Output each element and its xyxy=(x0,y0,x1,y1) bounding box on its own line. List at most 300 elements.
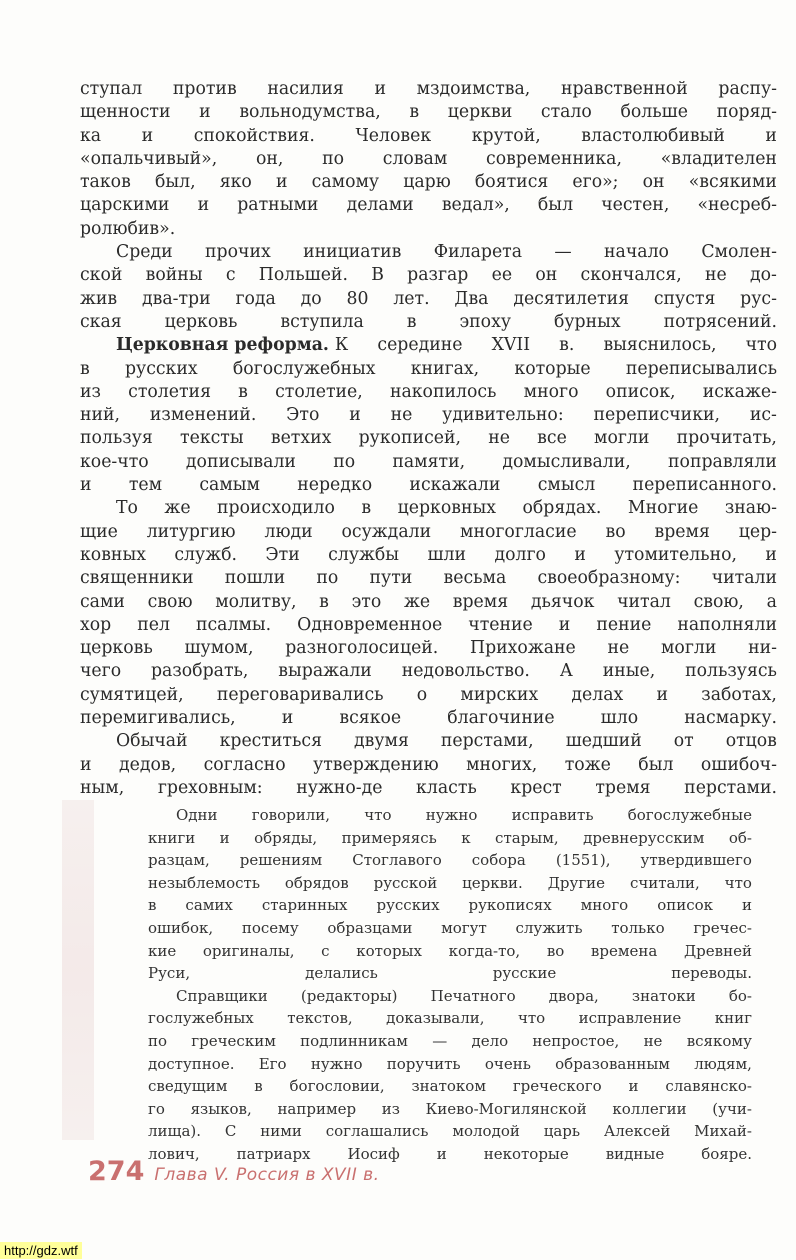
word: XVII xyxy=(491,335,531,356)
word: креститься xyxy=(219,731,322,752)
word: (учи- xyxy=(712,1099,752,1118)
word: отцов xyxy=(725,731,777,752)
word: разгар xyxy=(407,265,469,286)
word: литургию xyxy=(146,521,236,542)
word: тоже xyxy=(564,754,611,775)
text-line xyxy=(80,404,777,427)
line-text xyxy=(80,451,777,474)
section-heading: Церковная реформа. xyxy=(116,335,329,356)
word: ведал», xyxy=(441,195,510,216)
word: по xyxy=(148,1031,168,1050)
line-text xyxy=(80,521,777,544)
word: пел xyxy=(137,614,170,635)
word: разобрать, xyxy=(150,661,249,682)
word: в xyxy=(409,102,420,123)
word: разцам, xyxy=(148,851,210,870)
word: дело xyxy=(471,1031,509,1050)
word: войны xyxy=(145,265,203,286)
text-line xyxy=(148,1053,752,1076)
word: знаю- xyxy=(724,498,777,519)
text-line xyxy=(148,940,752,963)
line-text xyxy=(80,148,777,171)
line-text xyxy=(80,544,777,567)
word: оригиналы, xyxy=(202,941,295,960)
line-text: перемигивались, и всякое благочиние шло насмарку. xyxy=(80,708,777,729)
word: шедший xyxy=(565,731,642,752)
word: он xyxy=(642,172,665,193)
small-print-excerpt xyxy=(148,804,752,1166)
word: времена xyxy=(590,941,658,960)
text-line xyxy=(80,754,777,777)
word: греческим xyxy=(191,1031,276,1050)
word: начало xyxy=(604,242,669,263)
word: Печатного xyxy=(430,986,516,1005)
word: образованным xyxy=(555,1054,670,1073)
line-text xyxy=(116,497,777,520)
word: С xyxy=(224,1122,237,1141)
word: могли xyxy=(594,428,650,449)
word: знатоком xyxy=(411,1077,486,1096)
word: утвердившего xyxy=(640,851,752,870)
word: нужно xyxy=(425,806,478,824)
word: ними xyxy=(260,1122,302,1141)
word: сведущим xyxy=(148,1077,228,1096)
word: рукописях xyxy=(468,896,552,915)
text-line xyxy=(80,777,777,800)
word: и xyxy=(275,172,288,193)
text-line xyxy=(80,614,777,637)
line-text xyxy=(80,660,777,683)
word: не xyxy=(488,428,510,449)
word: людям, xyxy=(694,1054,752,1073)
word: «опальчивый», xyxy=(80,148,218,169)
line-text xyxy=(80,194,777,217)
word: Киево-Могилянской xyxy=(425,1099,587,1118)
word: служб. xyxy=(174,544,237,565)
word: описок, xyxy=(605,381,676,402)
word: ее xyxy=(491,265,513,286)
word: 80 xyxy=(346,288,369,309)
word: выяснилось, xyxy=(603,335,717,356)
word: Человек xyxy=(355,125,432,146)
text-line xyxy=(148,962,752,985)
word: двора, xyxy=(548,986,599,1005)
page-footer xyxy=(88,1156,380,1187)
word: своеобразному: xyxy=(537,568,681,589)
word: решениям xyxy=(239,851,323,870)
line-text xyxy=(148,827,752,850)
word: «владителен xyxy=(660,148,777,169)
word: самому xyxy=(311,172,380,193)
line-text xyxy=(80,591,777,614)
word: прочитать, xyxy=(676,428,777,449)
text-line xyxy=(148,1120,752,1143)
word: гречес- xyxy=(693,918,752,937)
word: и xyxy=(374,79,386,99)
text-line xyxy=(148,917,752,940)
word: и xyxy=(628,1077,639,1096)
line-text: и тем самым нередко искажали смысл переписанного. xyxy=(80,475,777,496)
word: пользуясь xyxy=(685,661,777,682)
text-line xyxy=(80,521,777,544)
word: он xyxy=(535,265,558,286)
word: Смолен- xyxy=(701,242,777,263)
text-line xyxy=(148,894,752,917)
word: книг xyxy=(714,1009,752,1028)
text-line xyxy=(80,730,777,753)
word: с xyxy=(321,941,330,960)
word: таков xyxy=(80,172,131,193)
text-line xyxy=(80,660,777,683)
word: старым, xyxy=(495,828,559,847)
word: в xyxy=(80,358,90,379)
word: в xyxy=(319,591,329,612)
word: посему xyxy=(241,918,299,937)
text-line xyxy=(80,474,777,497)
word: коллегии xyxy=(612,1099,687,1118)
word: пошли xyxy=(224,568,286,589)
text-line xyxy=(148,804,752,827)
text-line xyxy=(80,427,777,450)
word: описок xyxy=(657,896,714,915)
word: прочих xyxy=(205,242,271,263)
word: То xyxy=(116,498,138,519)
word: шумом, xyxy=(184,638,254,659)
line-text xyxy=(148,1030,752,1053)
word: его»; xyxy=(572,172,619,193)
word: поручить xyxy=(386,1054,461,1073)
word: ковных xyxy=(80,544,146,565)
word: это xyxy=(351,591,382,612)
word: утомительно, xyxy=(614,544,737,565)
text-line xyxy=(148,827,752,850)
word: многих, xyxy=(466,754,538,775)
word: Его xyxy=(258,1054,287,1073)
word: доказывали, xyxy=(386,1009,485,1028)
word: очень xyxy=(484,1054,531,1073)
word: обряды, xyxy=(254,828,318,847)
word: переговаривались xyxy=(216,684,384,705)
word: время xyxy=(452,591,509,612)
word: священники xyxy=(80,568,194,589)
word: царскими xyxy=(80,195,170,216)
word: стало xyxy=(540,102,592,123)
text-line xyxy=(80,171,777,194)
word: пути xyxy=(369,568,413,589)
word: насилия xyxy=(267,79,344,99)
line-text xyxy=(80,381,777,404)
word: поправляли xyxy=(668,451,777,472)
word: был xyxy=(537,195,574,216)
word: скончался, xyxy=(580,265,682,286)
word: (редакторы) xyxy=(300,986,398,1005)
text-line xyxy=(80,241,777,264)
line-text: ская церковь вступила в эпоху бурных потрясений. xyxy=(80,311,777,332)
word: и xyxy=(141,125,154,146)
word: был, xyxy=(154,172,196,193)
word: лища). xyxy=(148,1122,202,1141)
word: нравственной xyxy=(560,79,688,99)
text-line xyxy=(80,148,777,171)
word: Алексей xyxy=(603,1122,671,1141)
word: А xyxy=(559,661,573,682)
text-line xyxy=(80,334,777,357)
word: не xyxy=(643,1031,663,1050)
word: русских xyxy=(376,896,440,915)
word: щие xyxy=(80,521,118,542)
word: старинных xyxy=(261,896,348,915)
word: — xyxy=(432,1031,448,1050)
word: дедов, xyxy=(118,754,177,775)
word: делах xyxy=(571,684,624,705)
word: и xyxy=(656,684,669,705)
word: свою, xyxy=(693,591,744,612)
word: Другие xyxy=(547,873,606,892)
word: когда-то, xyxy=(448,941,521,960)
word: тексты xyxy=(180,428,244,449)
word: спокойствия. xyxy=(193,125,315,146)
word: читали xyxy=(711,568,777,589)
line-text xyxy=(148,1120,752,1143)
word: в. xyxy=(559,335,575,356)
word: был xyxy=(638,754,674,775)
word: — xyxy=(554,242,572,263)
text-line xyxy=(80,288,777,311)
line-text xyxy=(116,730,777,753)
word: выражали xyxy=(278,661,372,682)
word: молитву, xyxy=(215,591,297,612)
word: царю xyxy=(403,172,451,193)
line-text xyxy=(148,894,752,917)
word: боятися xyxy=(474,172,549,193)
word: в xyxy=(148,896,157,915)
word: Филарета xyxy=(433,242,523,263)
word: от xyxy=(673,731,694,752)
word: русских xyxy=(124,358,198,379)
word: рукописей, xyxy=(358,428,461,449)
word: образцами xyxy=(327,918,413,937)
word: и xyxy=(742,896,752,915)
word: непростое, xyxy=(532,1031,620,1050)
word: десятилетия xyxy=(513,288,630,309)
word: ступал xyxy=(80,79,143,99)
line-text xyxy=(80,78,777,101)
line-text xyxy=(80,125,777,148)
word: осуждали xyxy=(341,521,432,542)
word: обрядах. xyxy=(522,498,602,519)
text-line xyxy=(80,567,777,590)
word: все xyxy=(537,428,567,449)
word: знатоки xyxy=(631,986,696,1005)
word: весьма xyxy=(443,568,507,589)
word: читал xyxy=(617,591,671,612)
word: Древней xyxy=(683,941,752,960)
word: самих xyxy=(185,896,233,915)
word: гослужебных xyxy=(148,1009,254,1028)
line-text xyxy=(80,684,777,707)
margin-decoration xyxy=(62,800,94,1140)
line-text xyxy=(80,637,777,660)
line-text xyxy=(148,872,752,895)
main-text xyxy=(80,78,777,800)
word: сумятицей, xyxy=(80,684,184,705)
word: домысливали, xyxy=(502,451,631,472)
word: говорили, xyxy=(251,806,331,824)
word: середине xyxy=(377,335,463,356)
word: что xyxy=(364,806,392,824)
word: же xyxy=(403,591,431,612)
word: греческого xyxy=(512,1077,602,1096)
word: ратными xyxy=(237,195,319,216)
word: многогласие xyxy=(460,521,577,542)
word: из xyxy=(80,381,101,402)
word: переписчики, xyxy=(593,405,721,426)
word: Два xyxy=(454,288,489,309)
word: богословии, xyxy=(289,1077,385,1096)
word: лет. xyxy=(393,288,430,309)
word: поряд- xyxy=(716,102,777,123)
line-text xyxy=(80,264,777,287)
word: обрядов xyxy=(284,873,349,892)
word: перстами, xyxy=(440,731,534,752)
word: книгах, xyxy=(410,358,480,379)
word: которые xyxy=(514,358,591,379)
word: цер- xyxy=(738,521,777,542)
line-text xyxy=(80,754,777,777)
line-text xyxy=(148,1007,752,1030)
word: ветхих xyxy=(270,428,332,449)
word: щенности xyxy=(80,102,171,123)
word: собора xyxy=(471,851,526,870)
word: церкви. xyxy=(462,873,523,892)
word: не xyxy=(390,405,413,426)
word: два-три xyxy=(141,288,211,309)
word: церковных xyxy=(397,498,496,519)
word: примеряясь xyxy=(341,828,437,847)
word: против xyxy=(172,79,237,99)
word: незыблемость xyxy=(148,873,260,892)
word: молодой xyxy=(452,1122,520,1141)
text-line xyxy=(148,1030,752,1053)
word: что xyxy=(724,873,752,892)
line-text xyxy=(116,241,777,264)
word: жив xyxy=(80,288,118,309)
word: соглашались xyxy=(325,1122,429,1141)
word: могут xyxy=(441,918,487,937)
word: «всякими xyxy=(688,172,777,193)
word: до- xyxy=(749,265,777,286)
word: Многие xyxy=(627,498,699,519)
text-line xyxy=(148,1098,752,1121)
word: Михай- xyxy=(694,1122,752,1141)
line-text xyxy=(80,101,777,124)
line-text xyxy=(148,1098,752,1121)
word: Среди xyxy=(116,242,173,263)
word: властолюбивый xyxy=(581,125,725,146)
word: в xyxy=(361,498,372,519)
word: и xyxy=(765,544,777,565)
word: службы xyxy=(328,544,400,565)
word: которых xyxy=(356,941,422,960)
line-text xyxy=(80,288,777,311)
word: в xyxy=(238,381,248,402)
word: ний, xyxy=(80,405,121,426)
word: церкви xyxy=(447,102,513,123)
word: кие xyxy=(148,941,177,960)
text-line xyxy=(80,101,777,124)
word: Это xyxy=(286,405,320,426)
word: В xyxy=(371,265,384,286)
text-line xyxy=(80,381,777,404)
word: современника, xyxy=(486,148,622,169)
word: богослужебные xyxy=(627,806,752,824)
word: древнерусским xyxy=(583,828,705,847)
word: и xyxy=(199,102,211,123)
word: ис- xyxy=(749,405,777,426)
word: языков, xyxy=(190,1099,252,1118)
word: ни- xyxy=(748,638,777,659)
word: ошибоч- xyxy=(700,754,777,775)
word: согласно xyxy=(203,754,286,775)
word: подлинникам xyxy=(300,1031,408,1050)
word: ошибок, xyxy=(148,918,214,937)
word: из xyxy=(381,1099,400,1118)
line-text xyxy=(148,849,752,872)
word: иные, xyxy=(602,661,656,682)
text-line xyxy=(80,194,777,217)
word: пользуя xyxy=(80,428,153,449)
word: что xyxy=(517,1009,546,1028)
text-line xyxy=(80,707,777,730)
text-line xyxy=(80,497,777,520)
word: текстов, xyxy=(287,1009,353,1028)
word: столетия xyxy=(128,381,211,402)
line-text xyxy=(176,804,752,827)
line-text xyxy=(80,427,777,450)
word: делами xyxy=(346,195,414,216)
word: и xyxy=(574,544,586,565)
word: об- xyxy=(728,828,752,847)
word: всякому xyxy=(686,1031,752,1050)
word: сами xyxy=(80,591,125,612)
word: что xyxy=(745,335,777,356)
word: утверждению xyxy=(313,754,439,775)
word: царь xyxy=(543,1122,581,1141)
word: люди xyxy=(264,521,313,542)
word: с xyxy=(225,265,236,286)
word: крутой, xyxy=(471,125,541,146)
word: Эти xyxy=(265,544,300,565)
word: чего xyxy=(80,661,122,682)
word: столетие, xyxy=(275,381,363,402)
word: (1551), xyxy=(555,851,611,870)
word: накопилось xyxy=(389,381,497,402)
word: двумя xyxy=(353,731,409,752)
word: не xyxy=(704,265,727,286)
word: богослужебных xyxy=(232,358,376,379)
word: во xyxy=(546,941,565,960)
watermark: http://gdz.wtf xyxy=(0,1242,82,1259)
text-line xyxy=(148,849,752,872)
line-text xyxy=(176,985,752,1008)
word: а xyxy=(766,591,777,612)
line-text xyxy=(80,358,777,381)
word: в xyxy=(254,1077,263,1096)
word: инициатив xyxy=(303,242,402,263)
word: бо- xyxy=(728,986,752,1005)
word: изменений. xyxy=(149,405,257,426)
word: исправить xyxy=(511,806,594,824)
